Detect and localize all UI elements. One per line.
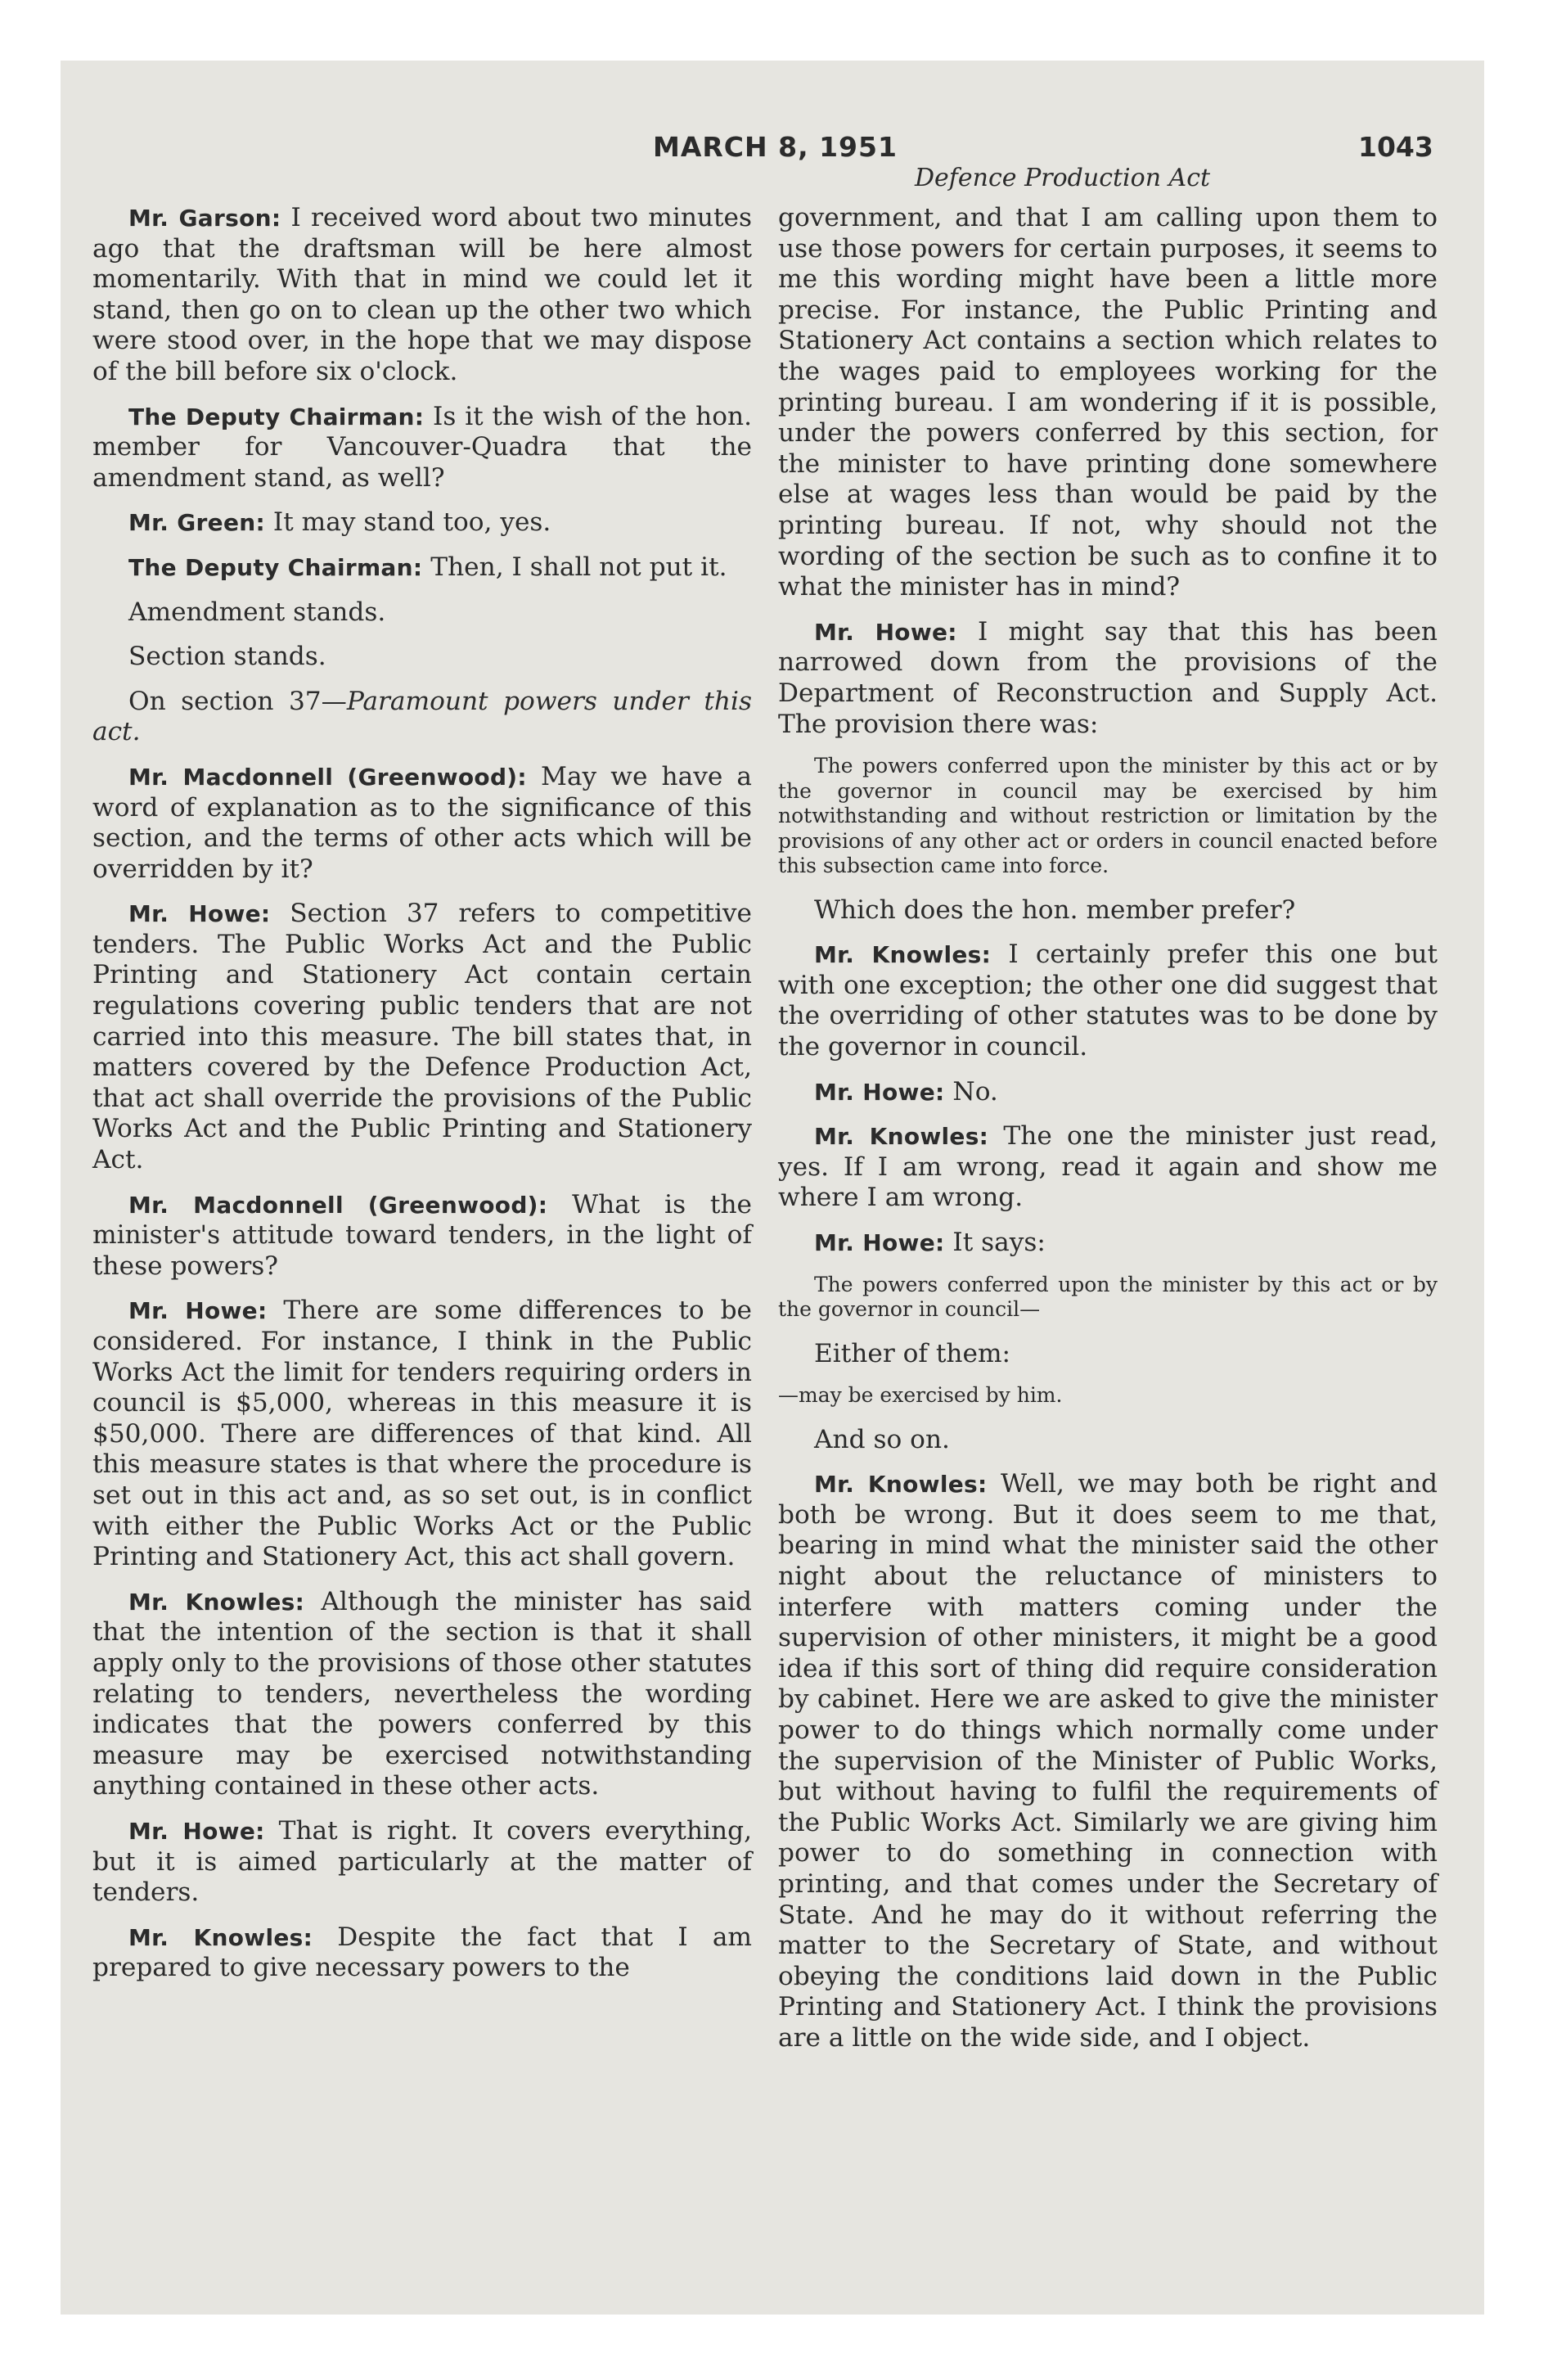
speech-paragraph <box>778 1228 1438 1259</box>
section-prefix: On section 37— <box>128 686 347 716</box>
quoted-provision: The powers conferred upon the minister by this act or by the governor in council— <box>778 1272 1438 1322</box>
speaker-name: Mr. Green: <box>128 509 265 537</box>
speaker-name: The Deputy Chairman: <box>128 553 423 581</box>
speech-paragraph <box>778 617 1438 740</box>
procedural-note: Section stands. <box>128 642 326 672</box>
speech-paragraph <box>92 1587 752 1802</box>
speech-paragraph <box>778 1077 1438 1108</box>
speaker-name: Mr. Knowles: <box>128 1923 313 1951</box>
speech-text: I might say that this has been narrowed down from the provisions of the Department of Reconstruction and Supply Act. The provision there was: <box>778 616 1438 739</box>
page-date-header: MARCH 8, 1951 <box>653 131 898 163</box>
continued-speech: government, and that I am calling upon them to use those powers for certain purposes, it seems to me this wording might have been a little more precise. For instance, the Public Printing and Stationery Act contains a section which relates to the wages paid to employees working for the printing bureau. I am wondering if it is possible, under the powers conferred by this section, for the minister to have printing done somewhere else at wages less than would be paid by the printing bureau. If not, why should not the wording of the section be such as to confine it to what the minister has in mind? <box>778 203 1438 602</box>
speech-paragraph <box>92 402 752 494</box>
speech-text: Section 37 refers to competitive tenders. The Public Works Act and the Public Printing and Stationery Act contain certain regulations covering public tenders that are not carried into this measure. The bill states that, in matters covered by the Defence Production Act, that act shall override the provisions of the Public Works Act and the Public Printing and Stationery Act. <box>92 899 752 1175</box>
speaker-name: Mr. Howe: <box>814 618 957 646</box>
speech-text: I received word about two minutes ago that the draftsman will be here almost momentarily. With that in mind we could let it stand, then go on to clean up the other two which were stood over, in the hope that we may dispose of the bill before six o'clock. <box>92 203 752 386</box>
speech-text: Well, we may both be right and both be wrong. But it does seem to me that, bearing in mind what the minister said the other night about the reluctance of ministers to interfere with matters coming under the supervision of other ministers, it might be a good idea if this sort of thing did require consideration by cabinet. Here we are asked to give the minister power to do things which normally come under the supervision of the Minister of Public Works, but without having to fulfil the requirements of the Public Works Act. Similarly we are giving him power to do something in connection with printing, and that comes under the Secretary of State. And he may do it without referring the matter to the Secretary of State, and without obeying the conditions laid down in the Public Printing and Stationery Act. I think the provisions are a little on the wide side, and I object. <box>778 1469 1438 2053</box>
quoted-provision: The powers conferred upon the minister by this act or by the governor in council may be exercised by him notwithstanding and without restriction or limitation by the provisions of any other act or orders in council enacted before this subsection came into force. <box>778 754 1438 878</box>
speech-text: That is right. It covers everything, but it is aimed particularly at the matter of tenders. <box>92 1815 752 1908</box>
speaker-name: Mr. Knowles: <box>814 1123 989 1151</box>
speech-text: There are some differences to be considered. For instance, I think in the Public Works Act the limit for tenders requiring orders in council is $5,000, whereas in this measure it is $50,000. There are differences of that kind. All this measure states is that where the procedure is set out in this act and, as so set out, is in conflict with either the Public Works Act or the Public Printing and Stationery Act, this act shall govern. <box>92 1296 753 1572</box>
speech-paragraph <box>92 507 752 539</box>
speech-paragraph <box>92 1816 752 1909</box>
speaker-name: Mr. Knowles: <box>814 941 992 969</box>
speech-text: No. <box>944 1076 998 1107</box>
speech-text: What is the minister's attitude toward tenders, in the light of these powers? <box>92 1189 752 1281</box>
speech-text: The one the minister just read, yes. If I am wrong, read it again and show me where I am wrong. <box>778 1121 1438 1213</box>
left-column <box>92 203 752 1998</box>
procedural-note: Amendment stands. <box>128 597 386 627</box>
speaker-name: The Deputy Chairman: <box>128 403 425 430</box>
speech-paragraph <box>778 1469 1438 2053</box>
speaker-name: Mr. Macdonnell (Greenwood): <box>128 1191 548 1219</box>
speaker-name: Mr. Knowles: <box>814 1471 988 1499</box>
running-subject-header: Defence Production Act <box>915 164 1211 192</box>
speech-text: Despite the fact that I am prepared to give necessary powers to the <box>92 1922 752 1983</box>
speech-text: Then, I shall not put it. <box>422 552 727 582</box>
section-heading <box>92 687 752 748</box>
speech-paragraph <box>778 940 1438 1062</box>
speech-paragraph <box>778 1121 1438 1214</box>
speech-text: Although the minister has said that the intention of the section is that it shall apply only to the provisions of those other statutes relating to tenders, nevertheless the wording indicates that the powers conferred by this measure may be exercised notwithstanding anything contained in these other acts. <box>92 1586 752 1801</box>
speech-paragraph <box>92 1190 752 1282</box>
speech-text: Is it the wish of the hon. member for Vancouver-Quadra that the amendment stand, as well? <box>92 401 752 493</box>
speaker-name: Mr. Howe: <box>128 900 271 928</box>
speaker-name: Mr. Garson: <box>128 205 281 232</box>
speaker-name: Mr. Howe: <box>128 1817 265 1845</box>
speech-text: It may stand too, yes. <box>264 507 551 538</box>
speech-text: I certainly prefer this one but with one exception; the other one did suggest that the overriding of other statutes was to be done by the governor in council. <box>778 940 1438 1062</box>
speaker-name: Mr. Howe: <box>128 1297 268 1325</box>
page-number: 1043 <box>1358 131 1433 163</box>
speech-paragraph: Which does the hon. member prefer? <box>814 895 1296 925</box>
speech-paragraph <box>92 1922 752 1984</box>
speaker-name: Mr. Howe: <box>814 1228 945 1256</box>
speech-paragraph <box>92 899 752 1175</box>
speech-paragraph <box>92 1296 752 1572</box>
speech-paragraph: Either of them: <box>814 1338 1011 1368</box>
speech-paragraph: And so on. <box>814 1424 950 1454</box>
section-title: Paramount powers under this act. <box>92 686 752 747</box>
speech-paragraph <box>92 552 752 584</box>
quoted-provision: —may be exercised by him. <box>778 1383 1063 1408</box>
speech-paragraph <box>92 203 752 388</box>
speaker-name: Mr. Knowles: <box>128 1588 305 1616</box>
speaker-name: Mr. Macdonnell (Greenwood): <box>128 763 527 791</box>
speech-text: May we have a word of explanation as to the significance of this section, and the terms of other acts which will be overridden by it? <box>92 761 752 884</box>
right-column <box>778 203 1438 2068</box>
speech-text: It says: <box>944 1227 1046 1257</box>
speech-paragraph <box>92 762 752 885</box>
speaker-name: Mr. Howe: <box>814 1078 945 1106</box>
